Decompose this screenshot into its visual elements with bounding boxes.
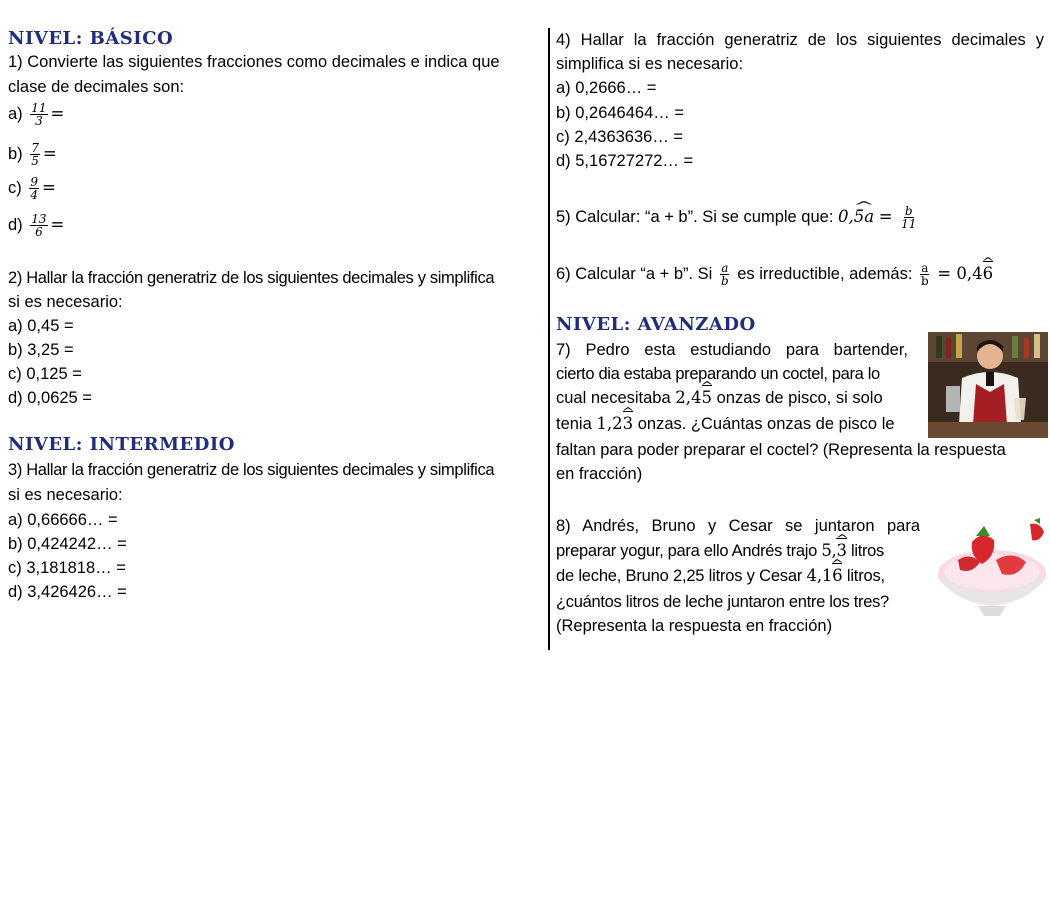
problem-1-line-1: 1) Convierte las siguientes fracciones como decimales e indica que bbox=[8, 53, 500, 71]
problem-3-item-a: a) 0,66666… = bbox=[8, 511, 118, 529]
problem-6: 6) Calcular “a + b”. Si $\frac{a}{b}$ es irreductible, además: $\frac{a}{b}$ = 0,46 ^ bbox=[556, 262, 993, 287]
problem-4-item-c: c) 2,4363636… = bbox=[556, 128, 684, 146]
problem-3-item-c: c) 3,181818… = bbox=[8, 559, 126, 577]
problem-8-line-5: (Representa la respuesta en fracción) bbox=[556, 617, 833, 635]
problem-3-item-b: b) 0,424242… = bbox=[8, 535, 127, 553]
problem-3-line-2: si es necesario: bbox=[8, 486, 123, 504]
problem-2-item-b: b) 3,25 = bbox=[8, 341, 74, 359]
problem-8-line-3: de leche, Bruno 2,25 litros y Cesar 4,16 ^ litros, bbox=[556, 566, 885, 586]
problem-4-line-1: 4) Hallar la fracción generatriz de los siguientes decimales y bbox=[556, 31, 1044, 49]
bartender-image bbox=[928, 332, 1048, 438]
problem-7-line-4: tenia 1,23 ^ onzas. ¿Cuántas onzas de pisco le bbox=[556, 414, 895, 434]
problem-8-line-4: ¿cuántos litros de leche juntaron entre los tres? bbox=[556, 593, 889, 611]
problem-3-item-d: d) 3,426426… = bbox=[8, 583, 127, 601]
problem-4-item-a: a) 0,2666… = bbox=[556, 79, 657, 97]
problem-1-item-c: c) $\frac{9}{4}$ = bbox=[8, 175, 56, 202]
problem-1-item-a: a) $\frac{11}{3}$ = bbox=[8, 101, 65, 128]
problem-3-line-1: 3) Hallar la fracción generatriz de los siguientes decimales y simplifica bbox=[8, 461, 495, 479]
problem-2-item-d: d) 0,0625 = bbox=[8, 389, 92, 407]
problem-2-line-1: 2) Hallar la fracción generatriz de los siguientes decimales y simplifica bbox=[8, 269, 495, 287]
basic-level-heading: NIVEL: BÁSICO bbox=[8, 28, 174, 49]
problem-7-line-5: faltan para poder preparar el coctel? (Representa la respuesta bbox=[556, 441, 1006, 459]
problem-4-item-d: d) 5,16727272… = bbox=[556, 152, 694, 170]
problem-8-line-2: preparar yogur, para ello Andrés trajo 5,3 ^ litros bbox=[556, 541, 884, 561]
problem-8-line-1: 8) Andrés, Bruno y Cesar se juntaron para bbox=[556, 517, 920, 535]
problem-4-item-b: b) 0,2646464… = bbox=[556, 104, 684, 122]
problem-1-item-d: d) $\frac{13}{6}$ = bbox=[8, 212, 65, 239]
problem-4-line-2: simplifica si es necesario: bbox=[556, 55, 744, 73]
problem-7-line-3: cual necesitaba 2,45 ^ onzas de pisco, si solo bbox=[556, 388, 883, 408]
advanced-level-heading: NIVEL: AVANZADO bbox=[556, 314, 756, 335]
problem-1-line-2: clase de decimales son: bbox=[8, 78, 185, 96]
problem-7-line-6: en fracción) bbox=[556, 465, 643, 483]
problem-7-line-2: cierto dia estaba preparando un coctel, para lo bbox=[556, 365, 880, 383]
strawberry-yogurt-image bbox=[936, 516, 1048, 622]
problem-5: 5) Calcular: “a + b”. Si se cumple que: 0,5a ^ = $\frac{b}{11}$ bbox=[556, 205, 920, 230]
problem-7-line-1: 7) Pedro esta estudiando para bartender, bbox=[556, 341, 908, 359]
problem-1-item-b: b) $\frac{7}{5}$ = bbox=[8, 141, 57, 168]
column-divider bbox=[548, 28, 550, 650]
intermediate-level-heading: NIVEL: INTERMEDIO bbox=[8, 434, 235, 455]
problem-2-item-c: c) 0,125 = bbox=[8, 365, 82, 383]
problem-2-item-a: a) 0,45 = bbox=[8, 317, 74, 335]
problem-2-line-2: si es necesario: bbox=[8, 293, 123, 311]
